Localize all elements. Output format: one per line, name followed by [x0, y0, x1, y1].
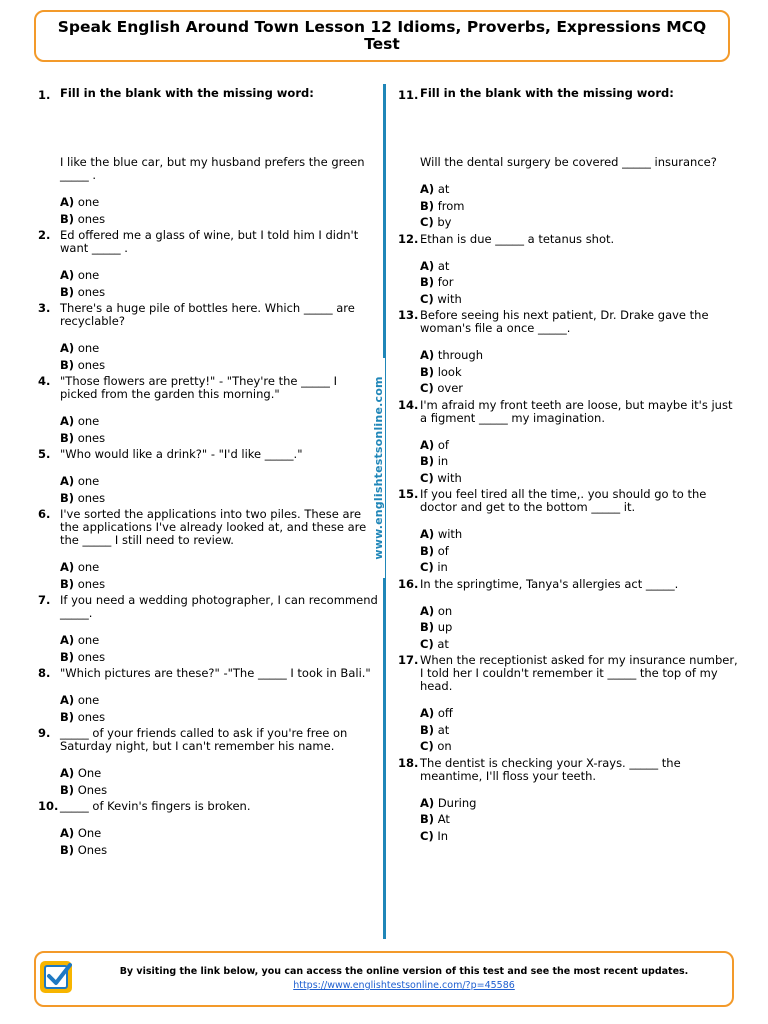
- question-text: If you need a wedding photographer, I can recommend _____.: [60, 593, 378, 620]
- question-number: 18.: [398, 755, 419, 770]
- question: [38, 302, 378, 372]
- option-letter: A): [420, 258, 435, 273]
- question-number: 4.: [38, 374, 51, 388]
- answer-option[interactable]: [420, 545, 738, 558]
- option-letter: A): [60, 195, 75, 209]
- answer-option[interactable]: [60, 269, 378, 282]
- option-text: During: [437, 795, 477, 810]
- answer-option[interactable]: [420, 293, 738, 306]
- question-number: 11.: [398, 88, 419, 102]
- question-text: _____ of your friends called to ask if you're free on Saturday night, but I can't remember his name.: [60, 726, 348, 753]
- option-letter: A): [60, 693, 75, 707]
- option-text: at: [437, 722, 450, 737]
- option-text: of: [437, 437, 449, 452]
- option-letter: A): [420, 348, 435, 362]
- answer-option[interactable]: [420, 830, 738, 843]
- option-text: in: [437, 560, 448, 574]
- answer-option[interactable]: [60, 578, 378, 591]
- answer-option[interactable]: [420, 621, 738, 634]
- option-letter: B): [60, 211, 75, 226]
- option-text: one: [77, 341, 100, 355]
- question-text: "Which pictures are these?" -"The _____ I took in Bali.": [60, 666, 371, 680]
- option-letter: C): [420, 470, 434, 485]
- option-letter: A): [60, 826, 75, 840]
- option-letter: A): [420, 182, 435, 196]
- question-number: 8.: [38, 666, 51, 680]
- option-letter: B): [420, 364, 435, 379]
- question-number: 10.: [38, 799, 59, 813]
- page-title: Speak English Around Town Lesson 12 Idioms, Proverbs, Expressions MCQ Test: [57, 18, 707, 53]
- option-text: ones: [77, 211, 106, 226]
- answer-option[interactable]: [420, 797, 738, 810]
- answer-option[interactable]: [60, 767, 378, 780]
- answer-option[interactable]: [420, 455, 738, 468]
- answer-option[interactable]: [420, 472, 738, 485]
- option-text: of: [437, 543, 449, 558]
- answer-option[interactable]: [420, 740, 738, 753]
- option-text: through: [437, 348, 483, 362]
- answer-option[interactable]: [420, 349, 738, 362]
- option-letter: B): [420, 198, 435, 213]
- answer-option[interactable]: [60, 286, 378, 299]
- answer-option[interactable]: [60, 694, 378, 707]
- option-text: one: [77, 560, 100, 574]
- answer-option[interactable]: [420, 200, 738, 213]
- answer-option[interactable]: [420, 276, 738, 289]
- answer-option[interactable]: [60, 784, 378, 797]
- option-letter: B): [420, 812, 435, 826]
- option-letter: B): [60, 490, 75, 505]
- question-text: Before seeing his next patient, Dr. Drake gave the woman's file a once _____.: [420, 308, 709, 335]
- option-letter: A): [60, 633, 75, 647]
- question-number: 5.: [38, 447, 51, 461]
- option-text: One: [77, 766, 102, 780]
- option-letter: B): [60, 284, 75, 299]
- answer-option[interactable]: [60, 196, 378, 209]
- question-text: There's a huge pile of bottles here. Which _____ are recyclable?: [60, 301, 355, 328]
- answer-option[interactable]: [60, 359, 378, 372]
- option-letter: B): [60, 576, 75, 591]
- footer-text: By visiting the link below, you can access the online version of this test and see the most recent updates.: [119, 966, 689, 977]
- answer-option[interactable]: [60, 634, 378, 647]
- option-letter: A): [60, 414, 75, 428]
- option-text: at: [437, 182, 450, 196]
- answer-option[interactable]: [420, 366, 738, 379]
- option-text: one: [77, 633, 100, 647]
- question-text: "Those flowers are pretty!" - "They're the _____ I picked from the garden this morning.": [60, 374, 337, 401]
- online-test-link[interactable]: https://www.englishtestsonline.com/?p=45586: [293, 980, 515, 991]
- option-letter: C): [420, 381, 434, 395]
- option-text: In: [437, 828, 449, 843]
- option-text: on: [437, 603, 453, 618]
- option-letter: A): [60, 766, 75, 780]
- question: [398, 87, 738, 229]
- option-letter: B): [60, 357, 75, 372]
- answer-option[interactable]: [60, 651, 378, 664]
- option-text: ones: [77, 430, 106, 445]
- question-text: When the receptionist asked for my insurance number, I told her I couldn't remember it _____ the top of my head.: [420, 653, 738, 693]
- answer-option[interactable]: [420, 605, 738, 618]
- answer-option[interactable]: [60, 844, 378, 857]
- option-text: Ones: [77, 842, 108, 857]
- answer-option[interactable]: [60, 342, 378, 355]
- question: [398, 488, 738, 574]
- answer-option[interactable]: [420, 724, 738, 737]
- question-number: 3.: [38, 301, 51, 315]
- answer-option[interactable]: [420, 707, 738, 720]
- option-text: over: [437, 381, 464, 395]
- option-text: up: [437, 620, 453, 634]
- question-text: The dentist is checking your X-rays. _____ the meantime, I'll floss your teeth.: [420, 755, 681, 783]
- question-number: 9.: [38, 726, 51, 740]
- option-text: one: [77, 195, 100, 209]
- question: [398, 578, 738, 651]
- right-column: [398, 72, 738, 846]
- question-text: Ed offered me a glass of wine, but I told him I didn't want _____ .: [60, 228, 359, 255]
- answer-option[interactable]: [420, 382, 738, 395]
- option-text: ones: [77, 490, 106, 505]
- option-letter: A): [60, 341, 75, 355]
- answer-option[interactable]: [420, 561, 738, 574]
- question-number: 13.: [398, 308, 419, 322]
- question: [38, 508, 378, 591]
- option-text: ones: [77, 284, 106, 299]
- option-letter: A): [420, 437, 435, 452]
- option-letter: A): [60, 560, 75, 574]
- question: [38, 727, 378, 797]
- option-letter: C): [420, 828, 434, 843]
- question-number: 17.: [398, 653, 419, 667]
- option-text: ones: [77, 709, 106, 724]
- option-letter: A): [420, 795, 435, 810]
- question-number: 1.: [38, 88, 51, 102]
- question: [398, 233, 738, 306]
- question: [398, 757, 738, 843]
- option-letter: C): [420, 739, 434, 753]
- answer-option[interactable]: [420, 528, 738, 541]
- question: [38, 594, 378, 664]
- answer-option[interactable]: [60, 561, 378, 574]
- question: [398, 399, 738, 485]
- option-letter: B): [420, 543, 435, 558]
- answer-option[interactable]: [420, 216, 738, 229]
- title-box: [34, 10, 730, 62]
- option-text: Ones: [77, 782, 108, 797]
- question-number: 6.: [38, 507, 51, 521]
- option-text: one: [77, 268, 100, 282]
- option-letter: C): [420, 636, 434, 651]
- question: [38, 229, 378, 299]
- option-letter: B): [60, 430, 75, 445]
- option-text: At: [437, 812, 450, 826]
- question-text: "Who would like a drink?" - "I'd like _____.": [60, 447, 303, 461]
- option-text: by: [437, 215, 452, 229]
- option-letter: B): [420, 454, 435, 468]
- option-text: on: [437, 739, 452, 753]
- option-text: at: [437, 258, 450, 273]
- footer-box: [34, 951, 734, 1007]
- question: [398, 654, 738, 753]
- answer-option[interactable]: [420, 439, 738, 452]
- question-text: In the springtime, Tanya's allergies act _____.: [420, 576, 679, 591]
- option-letter: C): [420, 560, 434, 574]
- question: [38, 448, 378, 505]
- option-letter: B): [420, 722, 435, 737]
- question-text: Ethan is due _____ a tetanus shot.: [420, 231, 615, 246]
- answer-option[interactable]: [420, 183, 738, 196]
- option-text: with: [437, 527, 463, 541]
- answer-option[interactable]: [60, 475, 378, 488]
- question-text: _____ of Kevin's fingers is broken.: [60, 799, 251, 813]
- option-letter: B): [60, 649, 75, 664]
- question-text: I've sorted the applications into two piles. These are the applications I've already looked at, and these are the _____ I still need to review.: [60, 507, 367, 547]
- question-number: 15.: [398, 487, 419, 501]
- option-text: one: [77, 474, 100, 488]
- question-number: 12.: [398, 231, 419, 246]
- answer-option[interactable]: [60, 415, 378, 428]
- option-letter: B): [420, 275, 435, 289]
- option-text: at: [437, 636, 449, 651]
- question-text: If you feel tired all the time,. you should go to the doctor and get to the bottom _____ it.: [420, 487, 707, 514]
- option-letter: A): [60, 268, 75, 282]
- instruction: Fill in the blank with the missing word:: [420, 86, 674, 100]
- option-letter: C): [420, 291, 434, 306]
- question-number: 7.: [38, 593, 51, 607]
- option-text: from: [437, 198, 465, 213]
- option-letter: B): [420, 620, 435, 634]
- question: [38, 800, 378, 857]
- instruction: Fill in the blank with the missing word:: [60, 86, 314, 100]
- option-text: ones: [77, 357, 106, 372]
- answer-option[interactable]: [60, 827, 378, 840]
- question-number: 14.: [398, 397, 419, 412]
- option-text: One: [77, 826, 102, 840]
- left-column: [38, 72, 378, 860]
- option-letter: A): [420, 603, 435, 618]
- option-text: in: [437, 454, 449, 468]
- answer-option[interactable]: [60, 432, 378, 445]
- option-text: ones: [77, 576, 106, 591]
- option-letter: C): [420, 215, 434, 229]
- answer-option[interactable]: [420, 638, 738, 651]
- option-text: ones: [77, 649, 106, 664]
- option-letter: B): [60, 842, 75, 857]
- answer-option[interactable]: [60, 711, 378, 724]
- side-url-text: www.englishtestsonline.com: [372, 358, 385, 578]
- option-text: one: [77, 693, 100, 707]
- option-letter: A): [420, 527, 435, 541]
- option-text: look: [437, 364, 462, 379]
- question: [398, 309, 738, 395]
- question-text: I like the blue car, but my husband prefers the green _____ .: [60, 155, 365, 182]
- option-text: for: [437, 275, 454, 289]
- option-text: with: [437, 291, 462, 306]
- checkbox-logo-icon: [40, 961, 72, 993]
- option-letter: A): [420, 706, 435, 720]
- option-text: one: [77, 414, 100, 428]
- question-text: I'm afraid my front teeth are loose, but maybe it's just a figment _____ my imagination.: [420, 397, 733, 425]
- option-letter: A): [60, 474, 75, 488]
- option-letter: B): [60, 782, 75, 797]
- answer-option[interactable]: [60, 492, 378, 505]
- answer-option[interactable]: [60, 213, 378, 226]
- option-text: with: [437, 470, 462, 485]
- answer-option[interactable]: [420, 813, 738, 826]
- option-letter: B): [60, 709, 75, 724]
- question-number: 2.: [38, 228, 51, 242]
- question-number: 16.: [398, 576, 419, 591]
- question: [38, 87, 378, 226]
- question: [38, 667, 378, 724]
- question-text: Will the dental surgery be covered _____ insurance?: [420, 155, 717, 169]
- question: [38, 375, 378, 445]
- answer-option[interactable]: [420, 260, 738, 273]
- option-text: off: [437, 706, 453, 720]
